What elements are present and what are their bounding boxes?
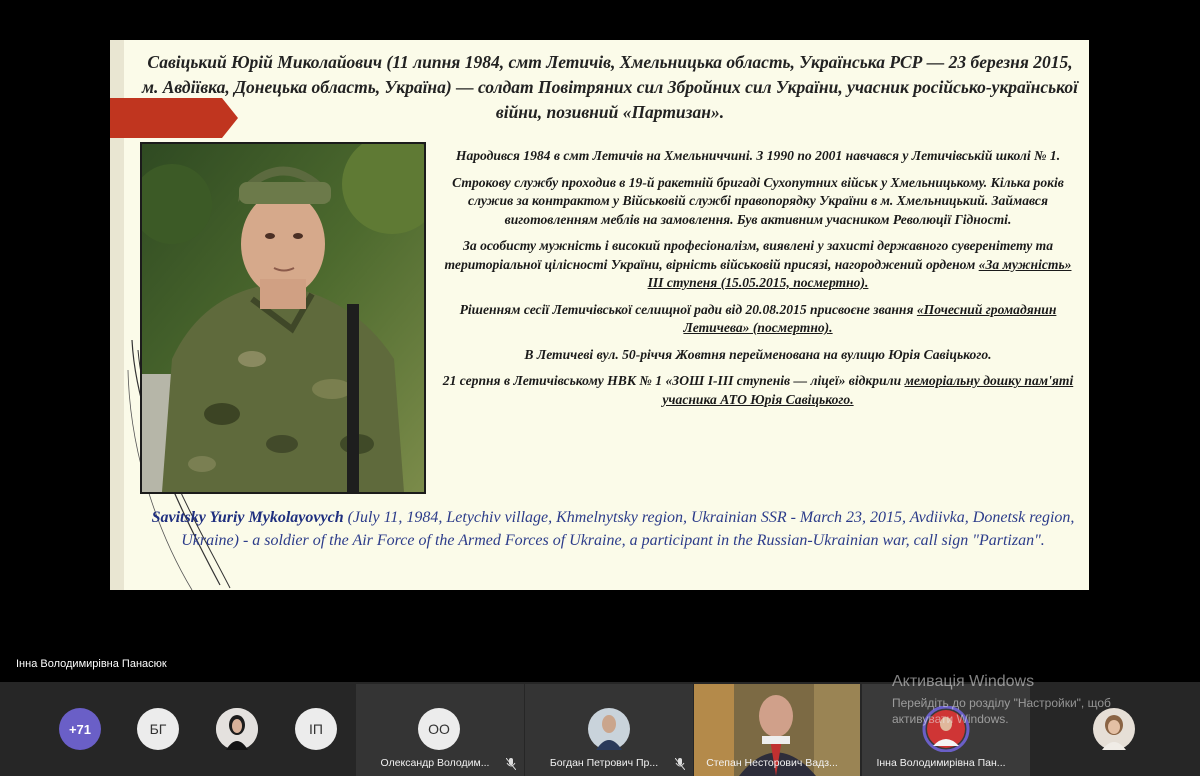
bio-text: За особисту мужність і високий професіоналізм, виявлені у захисті державного суверенітету та територіальної цілісності України, вірність військовій присязі, нагороджений орденом	[444, 238, 1054, 272]
english-summary	[148, 507, 1078, 552]
bio-paragraph	[440, 301, 1076, 338]
participant-name: Інна Володимирівна Пан...	[876, 757, 1006, 769]
award-link[interactable]: «За мужність» III ступеня (15.05.2015, посмертно).	[647, 256, 1072, 290]
english-text: (July 11, 1984, Letychiv village, Khmelnytsky region, Ukrainian SSR - March 23, 2015, Avdiivka, Donetsk region, Ukraine) - a soldier of the Air Force of the Armed Forces of Ukraine, a participant in the Russian-Ukrainian war, call sign "Partizan".	[181, 509, 1075, 549]
participant-avatar-photo[interactable]	[216, 708, 258, 750]
participant-name: Степан Несторович Вадз...	[706, 757, 838, 769]
participant-avatar[interactable]: ІП	[295, 708, 337, 750]
presentation-slide	[110, 40, 1089, 590]
slide-title: Савіцький Юрій Миколайович (11 липня 1984, смт Летичів, Хмельницька область, Українська РСР — 23 березня 2015, м. Авдіївка, Донецька область, Україна) — солдат Повітряних сил Збройних сил України, учасник російсько-української війни, позивний «Партизан».	[142, 52, 1078, 122]
memorial-plaque-link[interactable]: меморіальну дошку пам'яті учасника АТО Юрія Савіцького.	[662, 373, 1074, 407]
mic-muted-icon	[506, 758, 516, 770]
active-speaker-name: Інна Володимирівна Панасюк	[16, 658, 167, 670]
participant-avatar[interactable]: БГ	[137, 708, 179, 750]
bio-paragraph	[440, 372, 1076, 409]
participant-video-tile[interactable]	[694, 684, 860, 776]
biography-text	[440, 147, 1076, 417]
more-participants-button[interactable]: +71	[59, 708, 101, 750]
bio-paragraph: В Летичеві вул. 50-річчя Жовтня перейменована на вулицю Юрія Савіцького.	[524, 346, 992, 362]
participant-name: Олександр Володим...	[380, 757, 490, 769]
watermark-subtitle: Перейдіть до розділу "Настройки", щоб активувати Windows.	[892, 696, 1111, 726]
bio-paragraph: Народився 1984 в смт Летичів на Хмельниччині. З 1990 по 2001 навчався у Летичівській школі № 1.	[455, 148, 1061, 163]
soldier-photo	[140, 142, 426, 494]
bio-text: 21 серпня в Летичівському НВК № 1 «ЗОШ І-ІІІ ступенів — ліцеї» відкрили	[442, 373, 905, 388]
participant-name: Богдан Петрович Пр...	[549, 757, 659, 769]
participant-tile[interactable]	[356, 684, 524, 776]
honorary-citizen-link[interactable]: «Почесний громадянин Летичева» (посмертно).	[683, 301, 1057, 335]
watermark-title: Активація Windows	[892, 673, 1035, 690]
person-photo-icon	[216, 708, 258, 750]
english-name: Savitsky Yuriy Mykolayovych	[151, 509, 344, 526]
bio-paragraph: Строкову службу проходив в 19-й ракетній бригаді Сухопутних військ у Хмельницькому. Кілька років служив за контрактом у Військовій службі правопорядку України в м. Хмельницький. Займався виготовленням меблів на замовлення. Був активним учасником Революції Гідності.	[452, 174, 1064, 227]
bio-paragraph	[440, 237, 1076, 293]
bio-text: Рішенням сесії Летичівської селищної ради від 20.08.2015 присвоєне звання	[459, 301, 917, 317]
windows-activation-watermark	[892, 673, 1172, 727]
red-arrow-marker	[110, 98, 240, 138]
mic-muted-icon	[675, 758, 685, 770]
participant-initials: ОО	[418, 708, 460, 750]
participant-tile[interactable]	[525, 684, 693, 776]
participant-photo-icon	[588, 708, 630, 750]
